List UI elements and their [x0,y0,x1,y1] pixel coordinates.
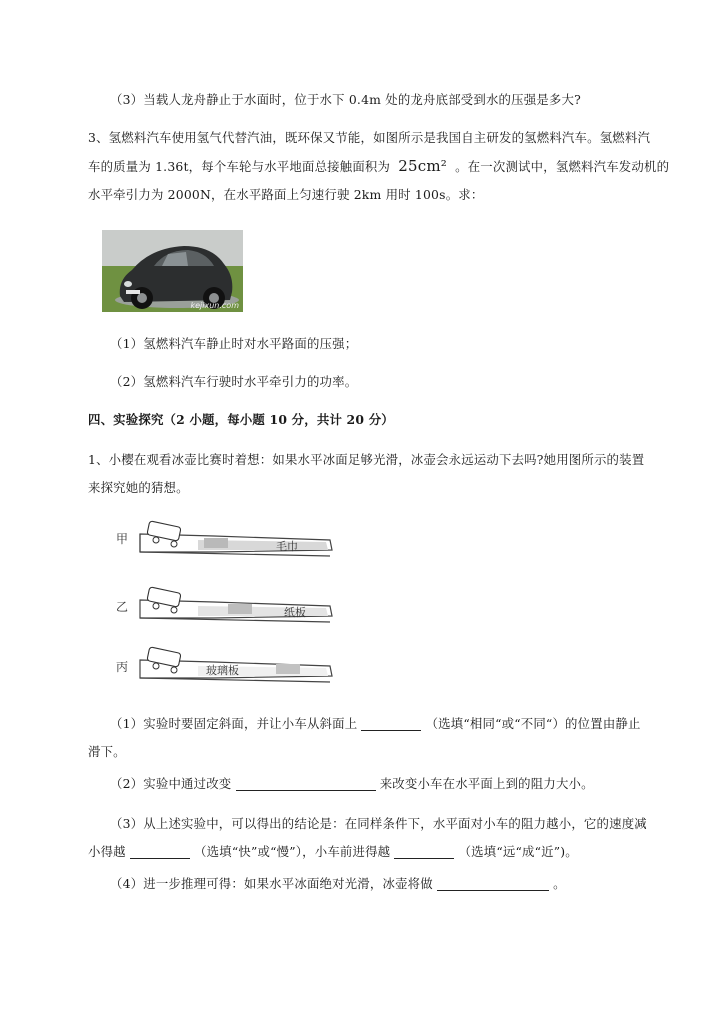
experiment-intro [88,446,676,502]
surface-label-glass: 玻璃板 [206,664,239,677]
exp-q4-b: 。 [553,876,566,891]
exp-q1-b: （选填“相同“或“不同“）的位置由静止 [425,716,641,731]
exp-q2-a: （2）实验中通过改变 [110,776,232,791]
exp-q2 [88,770,676,798]
row-label-bing: 丙 [116,660,129,674]
area-value: 25cm² [398,157,447,175]
question-line-1: 3、氢燃料汽车使用氢气代替汽油，既环保又节能，如图所示是我国自主研发的氢燃料汽车。氢燃料汽 [88,130,651,145]
exp-q4 [88,870,676,898]
exp-q3-b: （选填“快”或“慢”），小车前进得越 [194,844,391,859]
exp-q1 [88,710,676,766]
row-yi-apparatus [136,584,336,628]
exp-q3-a: 小得越 [88,844,126,859]
hydrogen-car-question [88,124,676,209]
q3-sub2: （2）氢燃料汽车行驶时水平牵引力的功率。 [110,374,358,389]
exp-q4-blank[interactable] [437,876,549,891]
exp-q3 [88,810,676,866]
exp-q3-c: （选填“远“成“近”)。 [458,844,578,859]
exp-q3-line-1: （3）从上述实验中，可以得出的结论是：在同样条件下，水平面对小车的阻力越小，它的速度减 [110,816,647,831]
row-label-yi: 乙 [116,600,129,614]
question-line-3: 水平牵引力为 2000N，在水平路面上匀速行驶 2km 用时 100s。求： [88,187,484,202]
exp-q1-blank[interactable] [361,716,421,731]
exp-q1-c: 滑下。 [88,744,126,759]
q3-sub1: （1）氢燃料汽车静止时对水平路面的压强； [110,336,358,351]
section-heading: 四、实验探究（2 小题，每小题 10 分，共计 20 分） [88,412,394,427]
experiment-intro-line-2: 来探究她的猜想。 [88,480,189,495]
surface-label-towel: 毛巾 [276,540,298,553]
question-line-2-a: 车的质量为 1.36t，每个车轮与水平地面总接触面积为 [88,159,391,174]
exp-q1-a: （1）实验时要固定斜面，并让小车从斜面上 [110,716,358,731]
exp-q3-blank-1[interactable] [130,844,190,859]
car-illustration [102,230,243,312]
experiment-intro-line-1: 1、小樱在观看冰壶比赛时着想：如果水平冰面足够光滑，冰壶会永远运动下去吗?她用图所示的装置 [88,452,645,467]
incline-experiment-diagram [110,518,340,688]
question-line-2 [88,152,676,181]
surface-label-cardboard: 纸板 [284,606,306,619]
exp-q2-b: 来改变小车在水平面上到的阻力大小。 [379,776,594,791]
exp-q3-blank-2[interactable] [394,844,454,859]
row-label-jia: 甲 [116,532,129,546]
question-line-2-b: 。在一次测试中，氢燃料汽车发动机的 [455,159,670,174]
q3-part3-text: （3）当载人龙舟静止于水面时，位于水下 0.4m 处的龙舟底部受到水的压强是多大? [110,92,581,107]
photo-watermark: kejixun.com [190,301,239,310]
exp-q4-a: （4）进一步推理可得：如果水平冰面绝对光滑，冰壶将做 [110,876,433,891]
row-jia-apparatus [136,518,336,562]
exp-q2-blank[interactable] [236,776,376,791]
hydrogen-car-photo [102,230,243,312]
